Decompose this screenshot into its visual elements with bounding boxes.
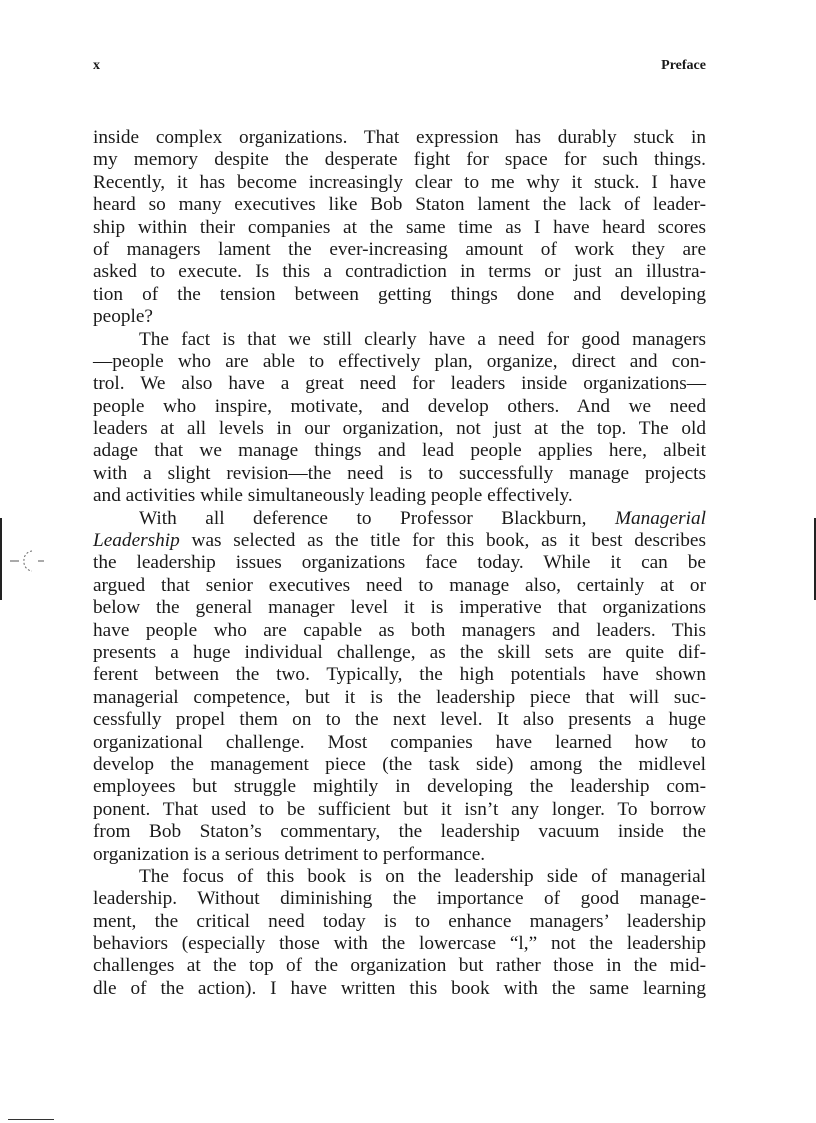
text-line xyxy=(93,911,706,933)
line-text: argued that senior executives need to manage also, certainly at or xyxy=(93,574,706,596)
page-number: x xyxy=(93,58,100,73)
text-line xyxy=(93,955,706,977)
line-text: The fact is that we still clearly have a need for good managers xyxy=(139,328,706,350)
line-text: ment, the critical need today is to enhance managers’ leadership xyxy=(93,910,706,932)
line-text: ferent between the two. Typically, the high potentials have shown xyxy=(93,664,706,686)
text-line xyxy=(93,172,706,194)
text-line xyxy=(93,217,706,239)
line-text: develop the management piece (the task side) among the midlevel xyxy=(93,753,706,775)
text-line xyxy=(93,329,706,351)
line-text: organizational challenge. Most companies have learned how to xyxy=(93,731,706,753)
text-line xyxy=(93,799,706,821)
text-line xyxy=(93,709,706,731)
line-text: cessfully propel them on to the next level. It also presents a huge xyxy=(93,709,706,731)
line-text: people who inspire, motivate, and develop others. And we need xyxy=(93,395,706,417)
line-text: was selected as the title for this book, as it best describes xyxy=(179,530,706,552)
line-text: presents a huge individual challenge, as the skill sets are quite dif- xyxy=(93,641,706,663)
text-line xyxy=(93,351,706,373)
line-text: the leadership issues organizations face today. While it can be xyxy=(93,552,706,574)
line-text: employees but struggle mightily in developing the leadership com- xyxy=(93,776,706,798)
text-line xyxy=(93,978,706,1000)
line-text: organization is a serious detriment to performance. xyxy=(93,843,486,865)
text-line xyxy=(93,844,706,866)
text-line xyxy=(93,284,706,306)
line-text: trol. We also have a great need for leaders inside organizations— xyxy=(93,373,706,395)
text-line xyxy=(93,485,706,507)
text-line xyxy=(93,620,706,642)
text-line xyxy=(93,149,706,171)
body-text xyxy=(93,127,706,1000)
text-line xyxy=(93,373,706,395)
line-text: heard so many executives like Bob Staton lament the lack of leader- xyxy=(93,194,706,216)
text-line xyxy=(93,664,706,686)
line-text: Recently, it has become increasingly clear to me why it stuck. I have xyxy=(93,171,706,193)
line-text: below the general manager level it is imperative that organizations xyxy=(93,597,706,619)
text-line xyxy=(93,888,706,910)
text-line xyxy=(93,194,706,216)
text-line xyxy=(93,530,706,552)
line-text: with a slight revision—the need is to successfully manage projects xyxy=(93,462,706,484)
line-text: With all deference to Professor Blackburn, xyxy=(139,507,615,529)
text-line xyxy=(93,239,706,261)
text-line xyxy=(93,575,706,597)
text-line xyxy=(93,306,706,328)
line-text: inside complex organizations. That expression has durably stuck in xyxy=(93,127,706,148)
line-text: and activities while simultaneously leading people effectively. xyxy=(93,485,573,507)
line-text: leadership. Without diminishing the importance of good manage- xyxy=(93,888,706,910)
italic-title-text: Managerial xyxy=(614,507,706,529)
left-crop-mark xyxy=(0,518,2,600)
text-line xyxy=(93,642,706,664)
line-text: asked to execute. Is this a contradiction in terms or just an illustra- xyxy=(93,261,706,283)
text-line xyxy=(93,754,706,776)
text-line xyxy=(93,440,706,462)
line-text: have people who are capable as both managers and leaders. This xyxy=(93,619,706,641)
text-line xyxy=(93,821,706,843)
text-line xyxy=(93,597,706,619)
text-line xyxy=(93,687,706,709)
line-text: adage that we manage things and lead people applies here, albeit xyxy=(93,440,706,462)
line-text: ship within their companies at the same time as I have heard scores xyxy=(93,216,706,238)
text-line xyxy=(93,552,706,574)
text-line xyxy=(93,396,706,418)
text-line xyxy=(93,463,706,485)
text-line xyxy=(93,261,706,283)
text-line xyxy=(93,933,706,955)
line-text: managerial competence, but it is the leadership piece that will suc- xyxy=(93,686,706,708)
text-line xyxy=(93,508,706,530)
text-line xyxy=(93,418,706,440)
line-text: people? xyxy=(93,306,153,328)
running-header xyxy=(93,58,706,78)
text-line xyxy=(93,776,706,798)
line-text: —people who are able to effectively plan, organize, direct and con- xyxy=(93,350,706,372)
text-line xyxy=(93,866,706,888)
line-text: leaders at all levels in our organization, not just at the top. The old xyxy=(93,418,706,440)
line-text: The focus of this book is on the leadership side of managerial xyxy=(139,865,706,887)
running-head-title: Preface xyxy=(661,58,706,73)
line-text: challenges at the top of the organization but rather those in the mid- xyxy=(93,955,706,977)
footer-rule xyxy=(8,1119,54,1120)
text-line xyxy=(93,732,706,754)
line-text: from Bob Staton’s commentary, the leadership vacuum inside the xyxy=(93,821,706,843)
line-text: ponent. That used to be sufficient but it isn’t any longer. To borrow xyxy=(93,798,706,820)
line-text: of managers lament the ever-increasing amount of work they are xyxy=(93,238,706,260)
registration-mark-icon xyxy=(10,545,52,575)
italic-title-text: Leadership xyxy=(93,530,180,552)
line-text: behaviors (especially those with the lowercase “l,” not the leadership xyxy=(93,933,706,955)
line-text: dle of the action). I have written this book with the same learning xyxy=(93,977,706,999)
text-line xyxy=(93,127,706,149)
line-text: my memory despite the desperate fight for space for such things. xyxy=(93,149,706,171)
line-text: tion of the tension between getting things done and developing xyxy=(93,283,706,305)
